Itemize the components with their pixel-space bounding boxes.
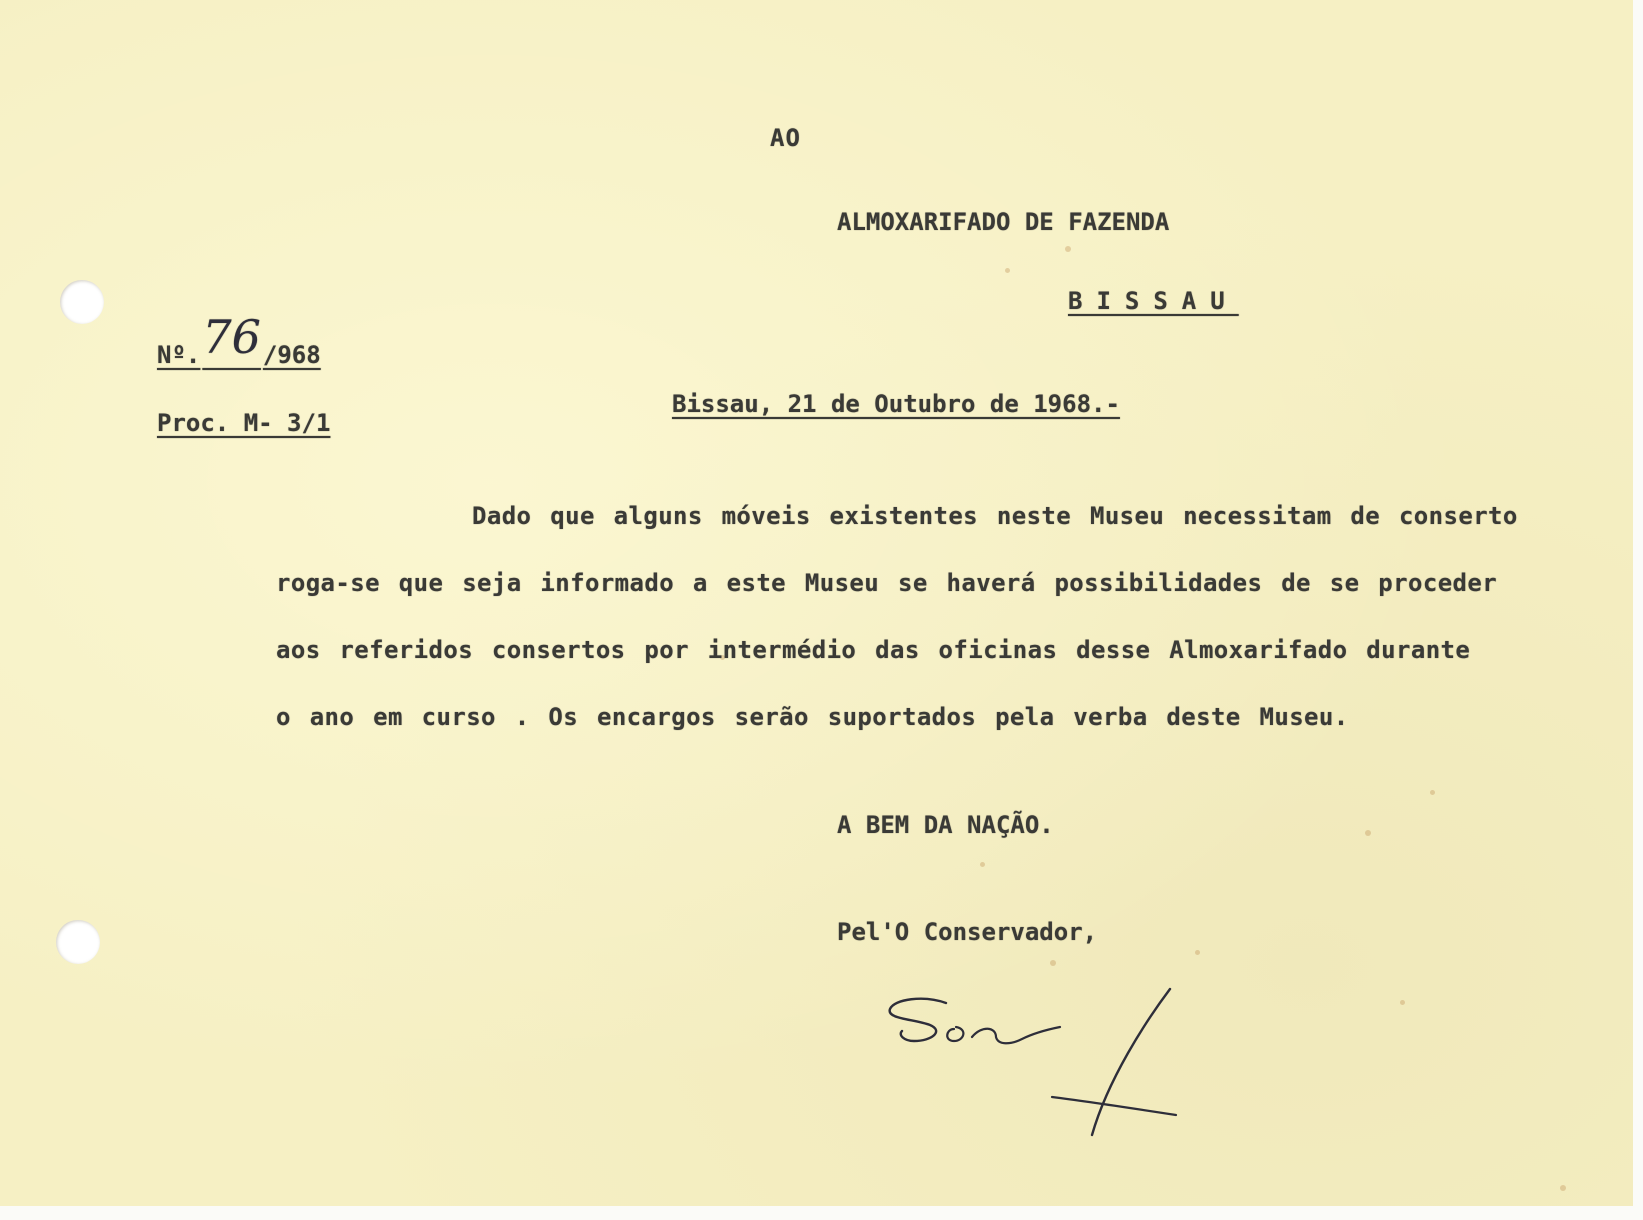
- reference-number: [157, 310, 321, 374]
- reference-handwritten-number: 76: [202, 310, 261, 364]
- paper-speck: [1065, 246, 1071, 252]
- body-line-1: Dado que alguns móveis existentes neste Museu necessitam de conserto: [472, 502, 1518, 530]
- reference-prefix: Nº.: [157, 341, 201, 369]
- paper-speck: [1400, 1000, 1405, 1005]
- handwritten-signature: [884, 985, 1184, 1145]
- scan-margin-right: [1633, 0, 1643, 1220]
- process-reference: Proc. M- 3/1: [157, 409, 331, 437]
- paper-speck: [1005, 268, 1010, 273]
- addressee-prefix: AO: [770, 124, 801, 152]
- body-line-4: o ano em curso . Os encargos serão suportados pela verba deste Museu.: [276, 703, 1349, 731]
- body-line-2: roga-se que seja informado a este Museu se haverá possibilidades de se proceder: [276, 569, 1498, 597]
- addressee-name: ALMOXARIFADO DE FAZENDA: [837, 208, 1170, 236]
- paper-speck: [1560, 1185, 1566, 1191]
- punch-hole-bottom: [56, 920, 100, 964]
- closing-formula: A BEM DA NAÇÃO.: [837, 811, 1054, 839]
- scan-margin-bottom: [0, 1206, 1643, 1220]
- paper-speck: [1050, 960, 1056, 966]
- paper-speck: [1195, 950, 1200, 955]
- addressee-city: BISSAU: [1068, 287, 1239, 315]
- paper-speck: [1430, 790, 1435, 795]
- paper-speck: [1365, 830, 1371, 836]
- signatory-line: Pel'O Conservador,: [837, 918, 1098, 946]
- punch-hole-top: [60, 280, 104, 324]
- paper-speck: [980, 862, 985, 867]
- body-line-3: aos referidos consertos por intermédio das oficinas desse Almoxarifado durante: [276, 636, 1471, 664]
- reference-suffix: /968: [262, 341, 321, 369]
- date-line: Bissau, 21 de Outubro de 1968.-: [672, 390, 1120, 418]
